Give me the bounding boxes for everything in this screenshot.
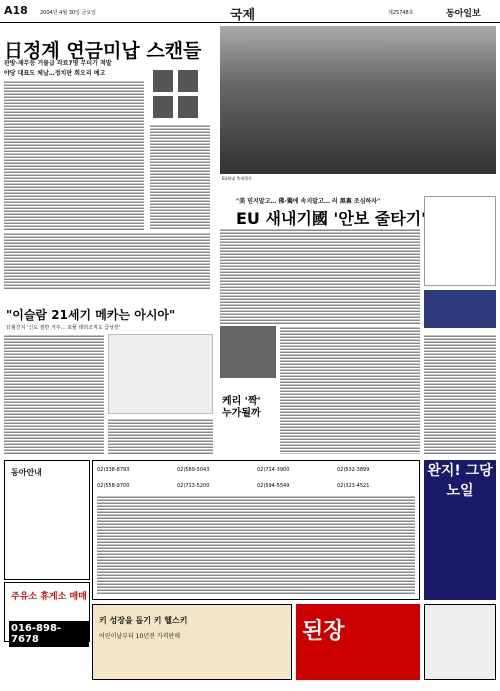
height-ad [92,604,292,680]
story3-body [108,418,213,454]
issue-number: 제25748호 [388,10,414,16]
portrait-photo [153,70,173,92]
info-chart [424,196,496,286]
page-header [0,0,500,23]
story2-headline: EU 새내기國 '안보 줄타기' [236,209,427,228]
story3-sub: 日월간지 '신도 절반 거주… 포퓰 테러조직도 급성장' [6,325,121,331]
eu-flag-graphic [424,290,496,328]
eu-photo [220,26,496,174]
classified-listings [97,495,415,595]
side-ad [424,604,496,680]
classified-phone: 02)589-5043 [177,467,210,473]
story3-headline: "이슬람 21세기 메카는 아시아" [6,308,176,322]
map-graphic [108,334,213,414]
classified-phone: 02)532-3899 [337,467,370,473]
classified-phone: 02)323-4521 [337,483,370,489]
date-line: 2004년 4월 30일 금요일 [40,10,97,16]
classified-grid [92,460,420,600]
doenjang-ad [296,604,420,680]
story4-headline1: 케리 '짝' [222,396,261,407]
side-column [424,334,496,454]
classified-phone: 02)558-9700 [97,483,130,489]
story1-body [150,124,210,230]
paper-logo: 동아일보 [446,9,481,19]
rest-area-title: 주유소 휴게소 매매 [11,592,87,602]
donga-guide-title: 동아안내 [11,468,42,477]
story2-body [220,228,420,324]
classified-phone: 02)338-8793 [97,467,130,473]
portrait-photo [178,96,198,118]
rest-area-phone: 016-898-7678 [9,621,89,647]
story1-sub1: 관방·재무등 거물급 각료7명 무더기 적발 [4,60,112,67]
story2-kicker: "美 믿지말고… 佛·獨에 속지말고… 러 黑裏 조심하자" [236,198,381,205]
story1-sub2: 야당 대표도 체납…정치판 회오리 예고 [4,70,106,77]
story3-body [4,334,104,454]
story4-body [280,326,420,454]
portrait-photo [178,70,198,92]
height-ad-title: 키 성장을 돕기 키 헬스키 [99,616,188,625]
story1-body [4,80,144,230]
classified-phone: 02)594-5549 [257,483,290,489]
classified-phone: 02)713-5200 [177,483,210,489]
photo-caption: EU확대 축제행사 [222,176,252,181]
portrait-photo [153,96,173,118]
donga-guide-box [4,460,90,580]
page-number: A18 [4,4,28,17]
right-ad: 완지! 그당 노일 [424,460,496,600]
doenjang-title: 된장 [302,619,345,644]
kerry-photo [220,326,276,378]
height-ad-sub: 어린이날부터 10년전 가격판매 [99,633,181,640]
section-title: 국제 [230,8,256,23]
classified-phone: 02)714-3900 [257,467,290,473]
story1-headline: 日정계 연금미납 스캔들 [4,40,202,62]
story1-body [4,232,210,290]
rest-area-ad [4,582,90,645]
story4-headline2: 누가될까 [222,408,261,419]
